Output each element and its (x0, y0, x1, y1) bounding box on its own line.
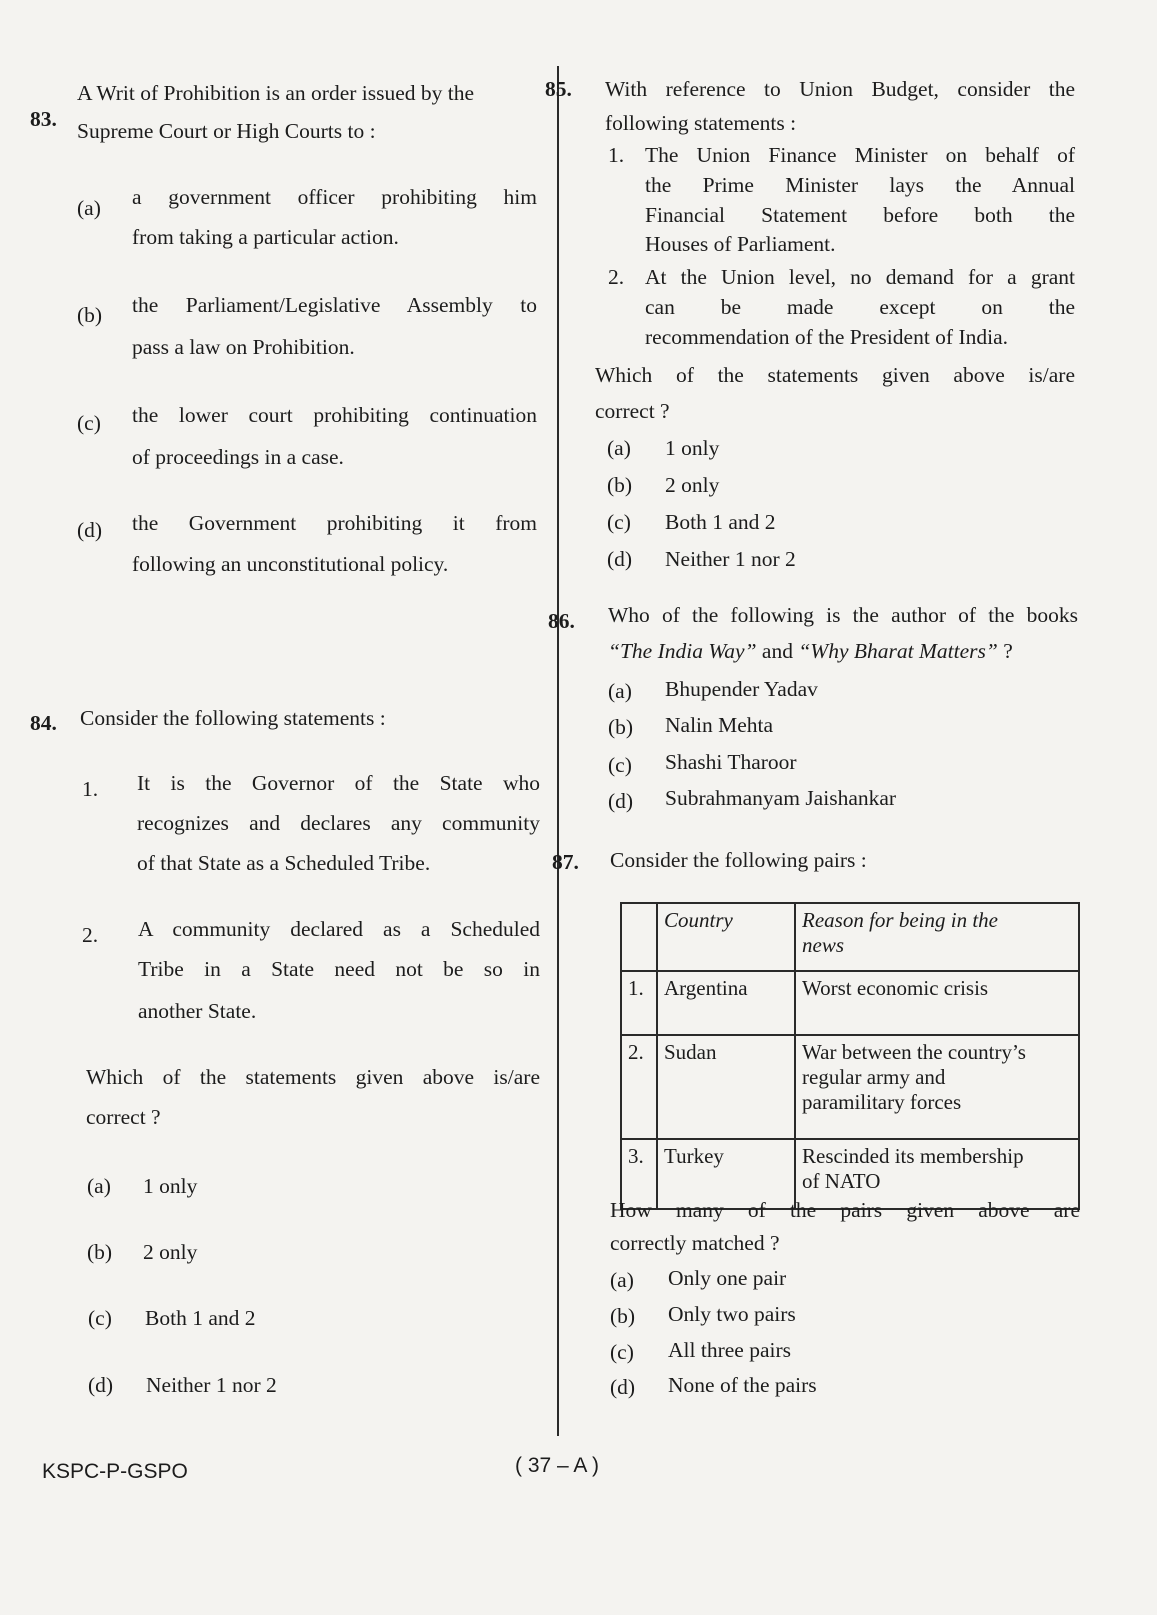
option-text: Neither 1 nor 2 (146, 1373, 277, 1397)
option-text: Neither 1 nor 2 (665, 547, 796, 571)
option-label: (b) (607, 473, 633, 497)
book-title-2: “Why Bharat Matters” (798, 639, 998, 663)
statement-text-line1: At the Union level, no demand for a grant (645, 265, 1075, 289)
row-number: 3. (621, 1139, 657, 1209)
option-text-line2: following an unconstitutional policy. (132, 552, 449, 576)
table-row (621, 1035, 1079, 1139)
row-country: Argentina (657, 971, 795, 1035)
option-label: (d) (610, 1375, 636, 1399)
option-text: 2 only (143, 1240, 198, 1264)
question-number: 84. (30, 711, 57, 735)
option-label: (d) (607, 547, 633, 571)
book-title-1: “The India Way” (608, 639, 757, 663)
question-prompt-line1: Which of the statements given above is/are (86, 1065, 540, 1089)
option-text-line1: the Parliament/Legislative Assembly to (132, 293, 537, 317)
question-stem-line1: Who of the following is the author of the books (608, 603, 1078, 627)
question-prompt-line1: Which of the statements given above is/are (595, 363, 1075, 387)
statement-text-line2: the Prime Minister lays the Annual (645, 173, 1075, 197)
question-stem: Consider the following pairs : (610, 848, 867, 872)
row-reason-line2: regular army and (802, 1065, 946, 1089)
row-number: 1. (621, 971, 657, 1035)
question-number: 86. (548, 609, 575, 633)
option-text: 2 only (665, 473, 720, 497)
option-text-line2: pass a law on Prohibition. (132, 335, 355, 359)
option-label: (a) (87, 1174, 111, 1198)
option-label: (c) (88, 1306, 112, 1330)
statement-text-line3: of that State as a Scheduled Tribe. (137, 851, 431, 875)
option-text: Only one pair (668, 1266, 787, 1290)
option-text: Only two pairs (668, 1302, 796, 1326)
row-country: Sudan (657, 1035, 795, 1139)
table-cell (621, 903, 657, 971)
statement-text-line1: It is the Governor of the State who (137, 771, 540, 795)
option-text-line1: the Government prohibiting it from (132, 511, 537, 535)
option-text: Both 1 and 2 (665, 510, 776, 534)
table-header-reason (795, 903, 1079, 971)
option-text: Subrahmanyam Jaishankar (665, 786, 897, 810)
column-divider (557, 66, 559, 1436)
statement-text-line3: Financial Statement before both the (645, 203, 1075, 227)
question-stem-line2 (608, 636, 1013, 666)
question-stem: Consider the following statements : (80, 706, 386, 730)
statement-text-line2: can be made except on the (645, 295, 1075, 319)
row-country: Turkey (657, 1139, 795, 1209)
option-label: (b) (77, 303, 103, 327)
conjunction: and (756, 639, 799, 663)
question-prompt-line2: correctly matched ? (610, 1231, 780, 1255)
option-text: None of the pairs (668, 1373, 817, 1397)
question-number: 85. (545, 77, 572, 101)
table-header-reason-line2: news (802, 933, 844, 957)
option-label: (c) (607, 510, 631, 534)
question-prompt-line2: correct ? (86, 1105, 161, 1129)
option-text-line1: a government officer prohibiting him (132, 185, 537, 209)
table-header-country: Country (657, 903, 795, 971)
page-number: ( 37 – A ) (515, 1454, 600, 1477)
option-text: Nalin Mehta (665, 713, 774, 737)
statement-text-line4: Houses of Parliament. (645, 232, 836, 256)
question-stem-line2: Supreme Court or High Courts to : (77, 119, 376, 143)
option-label: (b) (87, 1240, 113, 1264)
option-label: (c) (610, 1340, 634, 1364)
statement-label: 1. (82, 777, 99, 801)
option-label: (d) (88, 1373, 114, 1397)
row-reason-line3: paramilitary forces (802, 1090, 962, 1114)
statement-text-line2: Tribe in a State need not be so in (138, 957, 540, 981)
option-label: (a) (608, 679, 632, 703)
row-reason-line1: Worst economic crisis (802, 976, 989, 1000)
row-reason-line1: War between the country’s (802, 1040, 1026, 1064)
option-label: (b) (608, 715, 634, 739)
option-text-line1: the lower court prohibiting continuation (132, 403, 537, 427)
option-text: Shashi Tharoor (665, 750, 797, 774)
question-prompt-line2: correct ? (595, 399, 670, 423)
question-stem-line1: With reference to Union Budget, consider the (605, 77, 1075, 101)
row-reason-line2: of NATO (802, 1169, 881, 1193)
question-stem-line1: A Writ of Prohibition is an order issued by the (77, 81, 475, 105)
statement-text-line1: The Union Finance Minister on behalf of (645, 143, 1075, 167)
question-number: 87. (552, 850, 579, 874)
option-text: Both 1 and 2 (145, 1306, 256, 1330)
option-text-line2: from taking a particular action. (132, 225, 399, 249)
table-row (621, 971, 1079, 1035)
option-label: (d) (608, 789, 634, 813)
option-text: Bhupender Yadav (665, 677, 818, 701)
option-label: (d) (77, 518, 103, 542)
option-text: 1 only (143, 1174, 198, 1198)
statement-label: 1. (608, 143, 625, 167)
paper-code: KSPC-P-GSPO (42, 1460, 188, 1483)
row-number: 2. (621, 1035, 657, 1139)
option-text-line2: of proceedings in a case. (132, 445, 344, 469)
option-label: (c) (608, 753, 632, 777)
statement-label: 2. (82, 923, 99, 947)
statement-text-line3: another State. (138, 999, 257, 1023)
option-label: (a) (610, 1268, 634, 1292)
question-mark: ? (997, 639, 1013, 663)
option-label: (a) (607, 436, 631, 460)
option-label: (b) (610, 1304, 636, 1328)
table-header-row (621, 903, 1079, 971)
option-text: 1 only (665, 436, 720, 460)
option-label: (c) (77, 411, 101, 435)
row-reason (795, 1035, 1079, 1139)
question-number: 83. (30, 107, 57, 131)
question-stem-line2: following statements : (605, 111, 797, 135)
row-reason (795, 971, 1079, 1035)
statement-text-line2: recognizes and declares any community (137, 811, 540, 835)
row-reason-line1: Rescinded its membership (802, 1144, 1024, 1168)
question-prompt-line1: How many of the pairs given above are (610, 1198, 1080, 1222)
pairs-table (620, 902, 1080, 1210)
table-header-reason-line1: Reason for being in the (802, 908, 998, 932)
option-label: (a) (77, 196, 101, 220)
statement-text-line1: A community declared as a Scheduled (138, 917, 540, 941)
statement-text-line3: recommendation of the President of India. (645, 325, 1009, 349)
option-text: All three pairs (668, 1338, 791, 1362)
statement-label: 2. (608, 265, 625, 289)
